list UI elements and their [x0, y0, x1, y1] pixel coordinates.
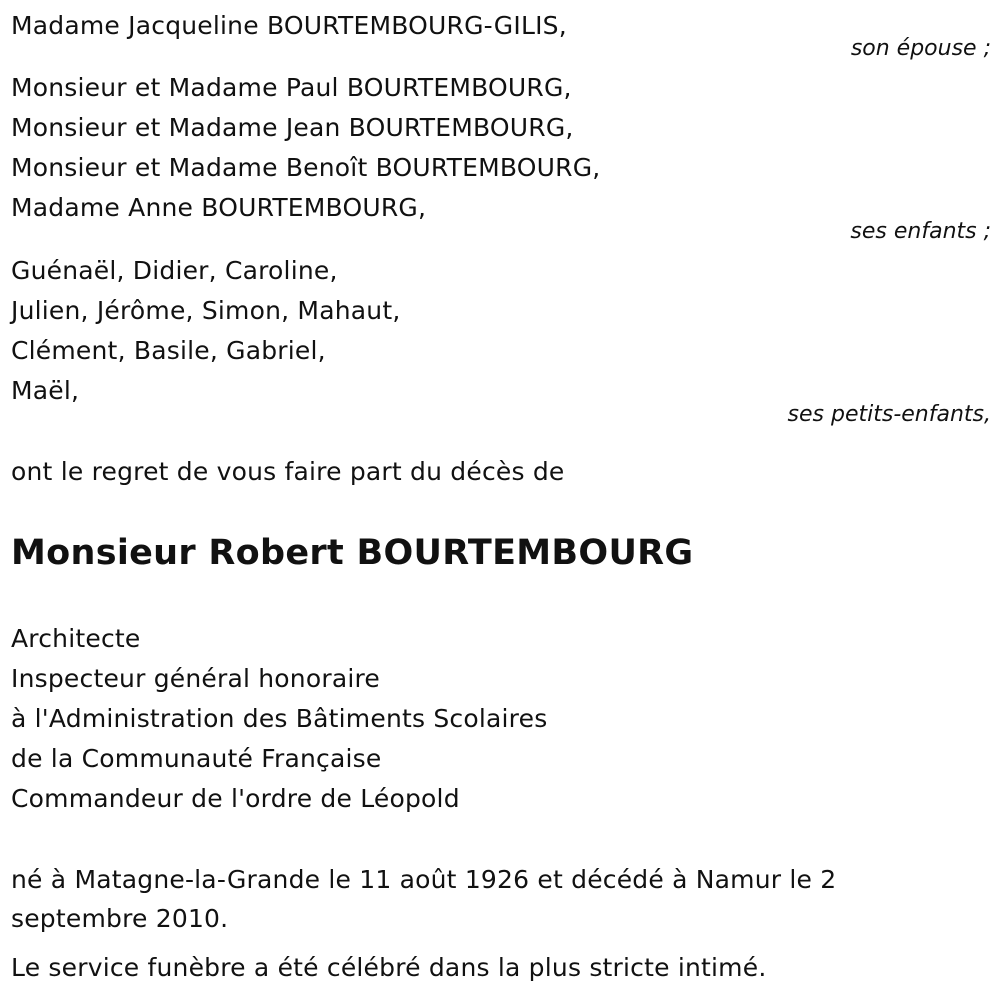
announcement-text: ont le regret de vous faire part du décès de — [11, 457, 565, 486]
birth-death-line: né à Matagne-la-Grande le 11 août 1926 et décédé à Namur le 2 — [11, 865, 837, 894]
grandchildren-line: Julien, Jérôme, Simon, Mahaut, — [11, 296, 401, 325]
spouse-name: Madame Jacqueline BOURTEMBOURG-GILIS, — [11, 11, 567, 40]
grandchildren-line: Guénaël, Didier, Caroline, — [11, 256, 338, 285]
deceased-name: Monsieur Robert BOURTEMBOURG — [11, 533, 694, 573]
grandchildren-line: Clément, Basile, Gabriel, — [11, 336, 326, 365]
spouse-role: son épouse ; — [850, 36, 991, 61]
title-line: de la Communauté Française — [11, 744, 382, 773]
service-text: Le service funèbre a été célébré dans la plus stricte intimé. — [11, 953, 767, 982]
child-line: Monsieur et Madame Jean BOURTEMBOURG, — [11, 113, 574, 142]
title-line: à l'Administration des Bâtiments Scolaires — [11, 704, 548, 733]
children-role: ses enfants ; — [850, 219, 991, 244]
title-line: Commandeur de l'ordre de Léopold — [11, 784, 460, 813]
title-line: Inspecteur général honoraire — [11, 664, 380, 693]
grandchildren-role: ses petits-enfants, — [787, 402, 991, 427]
birth-death-line: septembre 2010. — [11, 904, 229, 933]
child-line: Monsieur et Madame Paul BOURTEMBOURG, — [11, 73, 572, 102]
title-line: Architecte — [11, 624, 141, 653]
child-line: Monsieur et Madame Benoît BOURTEMBOURG, — [11, 153, 601, 182]
grandchildren-line: Maël, — [11, 376, 80, 405]
child-line: Madame Anne BOURTEMBOURG, — [11, 193, 427, 222]
